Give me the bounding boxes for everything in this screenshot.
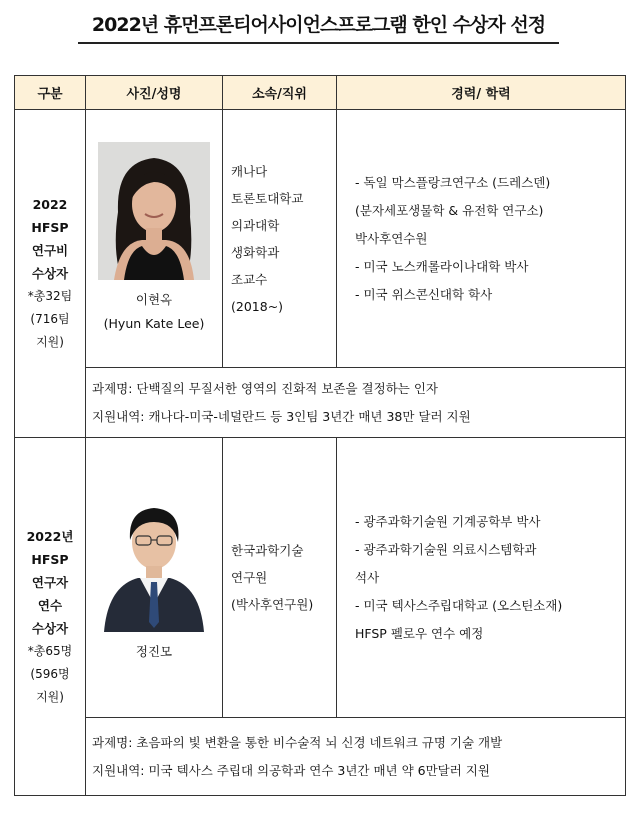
header-affiliation: 소속/직위 (223, 76, 337, 110)
category-line: 2022 (32, 197, 68, 212)
affiliation-line: 연구원 (231, 570, 268, 585)
category-cell (15, 110, 86, 438)
category-note: (716팀 (30, 312, 70, 326)
career-line: 박사후연수원 (355, 230, 428, 246)
header-photo-name: 사진/성명 (86, 76, 223, 110)
category-line: HFSP (31, 220, 69, 235)
winners-table (14, 75, 626, 796)
winner-name: 정진모 (135, 643, 173, 659)
affiliation-line: 캐나다 (231, 163, 268, 179)
winner-row (15, 438, 626, 718)
category-line: HFSP (31, 551, 69, 567)
category-note: 지원) (36, 689, 64, 704)
category-note: (596명 (30, 666, 70, 681)
header-row (15, 76, 626, 110)
affiliation-line: 한국과학기술 (231, 543, 304, 558)
affiliation-line: 토론토대학교 (231, 190, 304, 206)
photo-name-cell (86, 110, 223, 368)
portrait-photo (98, 142, 210, 280)
career-line: HFSP 펠로우 연수 예정 (355, 625, 484, 641)
winner-name-en: (Hyun Kate Lee) (103, 315, 205, 331)
career-line: (분자세포생물학 & 유전학 연구소) (355, 202, 544, 218)
photo-name-cell (86, 438, 223, 718)
affiliation-line: (2018~) (231, 298, 284, 314)
winner-name: 이현옥 (135, 291, 173, 307)
category-line: 연구자 (31, 574, 69, 590)
category-line: 연구비 (31, 243, 69, 258)
project-row (15, 368, 626, 438)
career-line: - 미국 위스콘신대학 학사 (355, 286, 493, 302)
support-details: 지원내역: 미국 텍사스 주립대 의공학과 연수 3년간 매년 약 6만달러 지원 (92, 762, 490, 778)
category-line: 수상자 (31, 620, 69, 636)
affiliation-line: 조교수 (231, 271, 268, 287)
career-line: - 광주과학기술원 의료시스템학과 (355, 541, 537, 557)
header-career: 경력/ 학력 (337, 76, 626, 110)
career-line: - 광주과학기술원 기계공학부 박사 (355, 513, 541, 529)
affiliation-line: (박사후연구원) (231, 597, 314, 612)
project-title: 과제명: 초음파의 빛 변환을 통한 비수술적 뇌 신경 네트워크 규명 기술 개발 (92, 734, 503, 750)
career-cell (337, 438, 626, 718)
category-note: *총65명 (27, 643, 73, 658)
project-cell (86, 718, 626, 796)
career-cell (337, 110, 626, 368)
career-line: - 독일 막스플랑크연구소 (드레스덴) (355, 174, 551, 190)
affiliation-line: 의과대학 (231, 217, 280, 233)
career-line: 석사 (355, 569, 380, 585)
category-line: 2022년 (26, 528, 74, 544)
category-note: *총32팀 (27, 289, 73, 303)
career-line: - 미국 노스캐롤라이나대학 박사 (355, 258, 529, 274)
support-details: 지원내역: 캐나다-미국-네덜란드 등 3인팀 3년간 매년 38만 달러 지원 (92, 408, 471, 424)
category-line: 수상자 (31, 266, 69, 281)
affiliation-cell (223, 110, 337, 368)
title-wrap (0, 10, 637, 44)
category-cell (15, 438, 86, 796)
project-title: 과제명: 단백질의 무질서한 영역의 진화적 보존을 결정하는 인자 (92, 380, 438, 396)
header-category: 구분 (15, 76, 86, 110)
category-note: 지원) (36, 335, 64, 349)
portrait-photo (98, 492, 210, 632)
affiliation-cell (223, 438, 337, 718)
project-row (15, 718, 626, 796)
affiliation-line: 생화학과 (231, 244, 280, 260)
project-cell (86, 368, 626, 438)
winner-row (15, 110, 626, 368)
career-line: - 미국 텍사스주립대학교 (오스틴소재) (355, 597, 563, 613)
page-title: 2022년 휴먼프론티어사이언스프로그램 한인 수상자 선정 (78, 10, 559, 44)
category-line: 연수 (37, 597, 63, 613)
